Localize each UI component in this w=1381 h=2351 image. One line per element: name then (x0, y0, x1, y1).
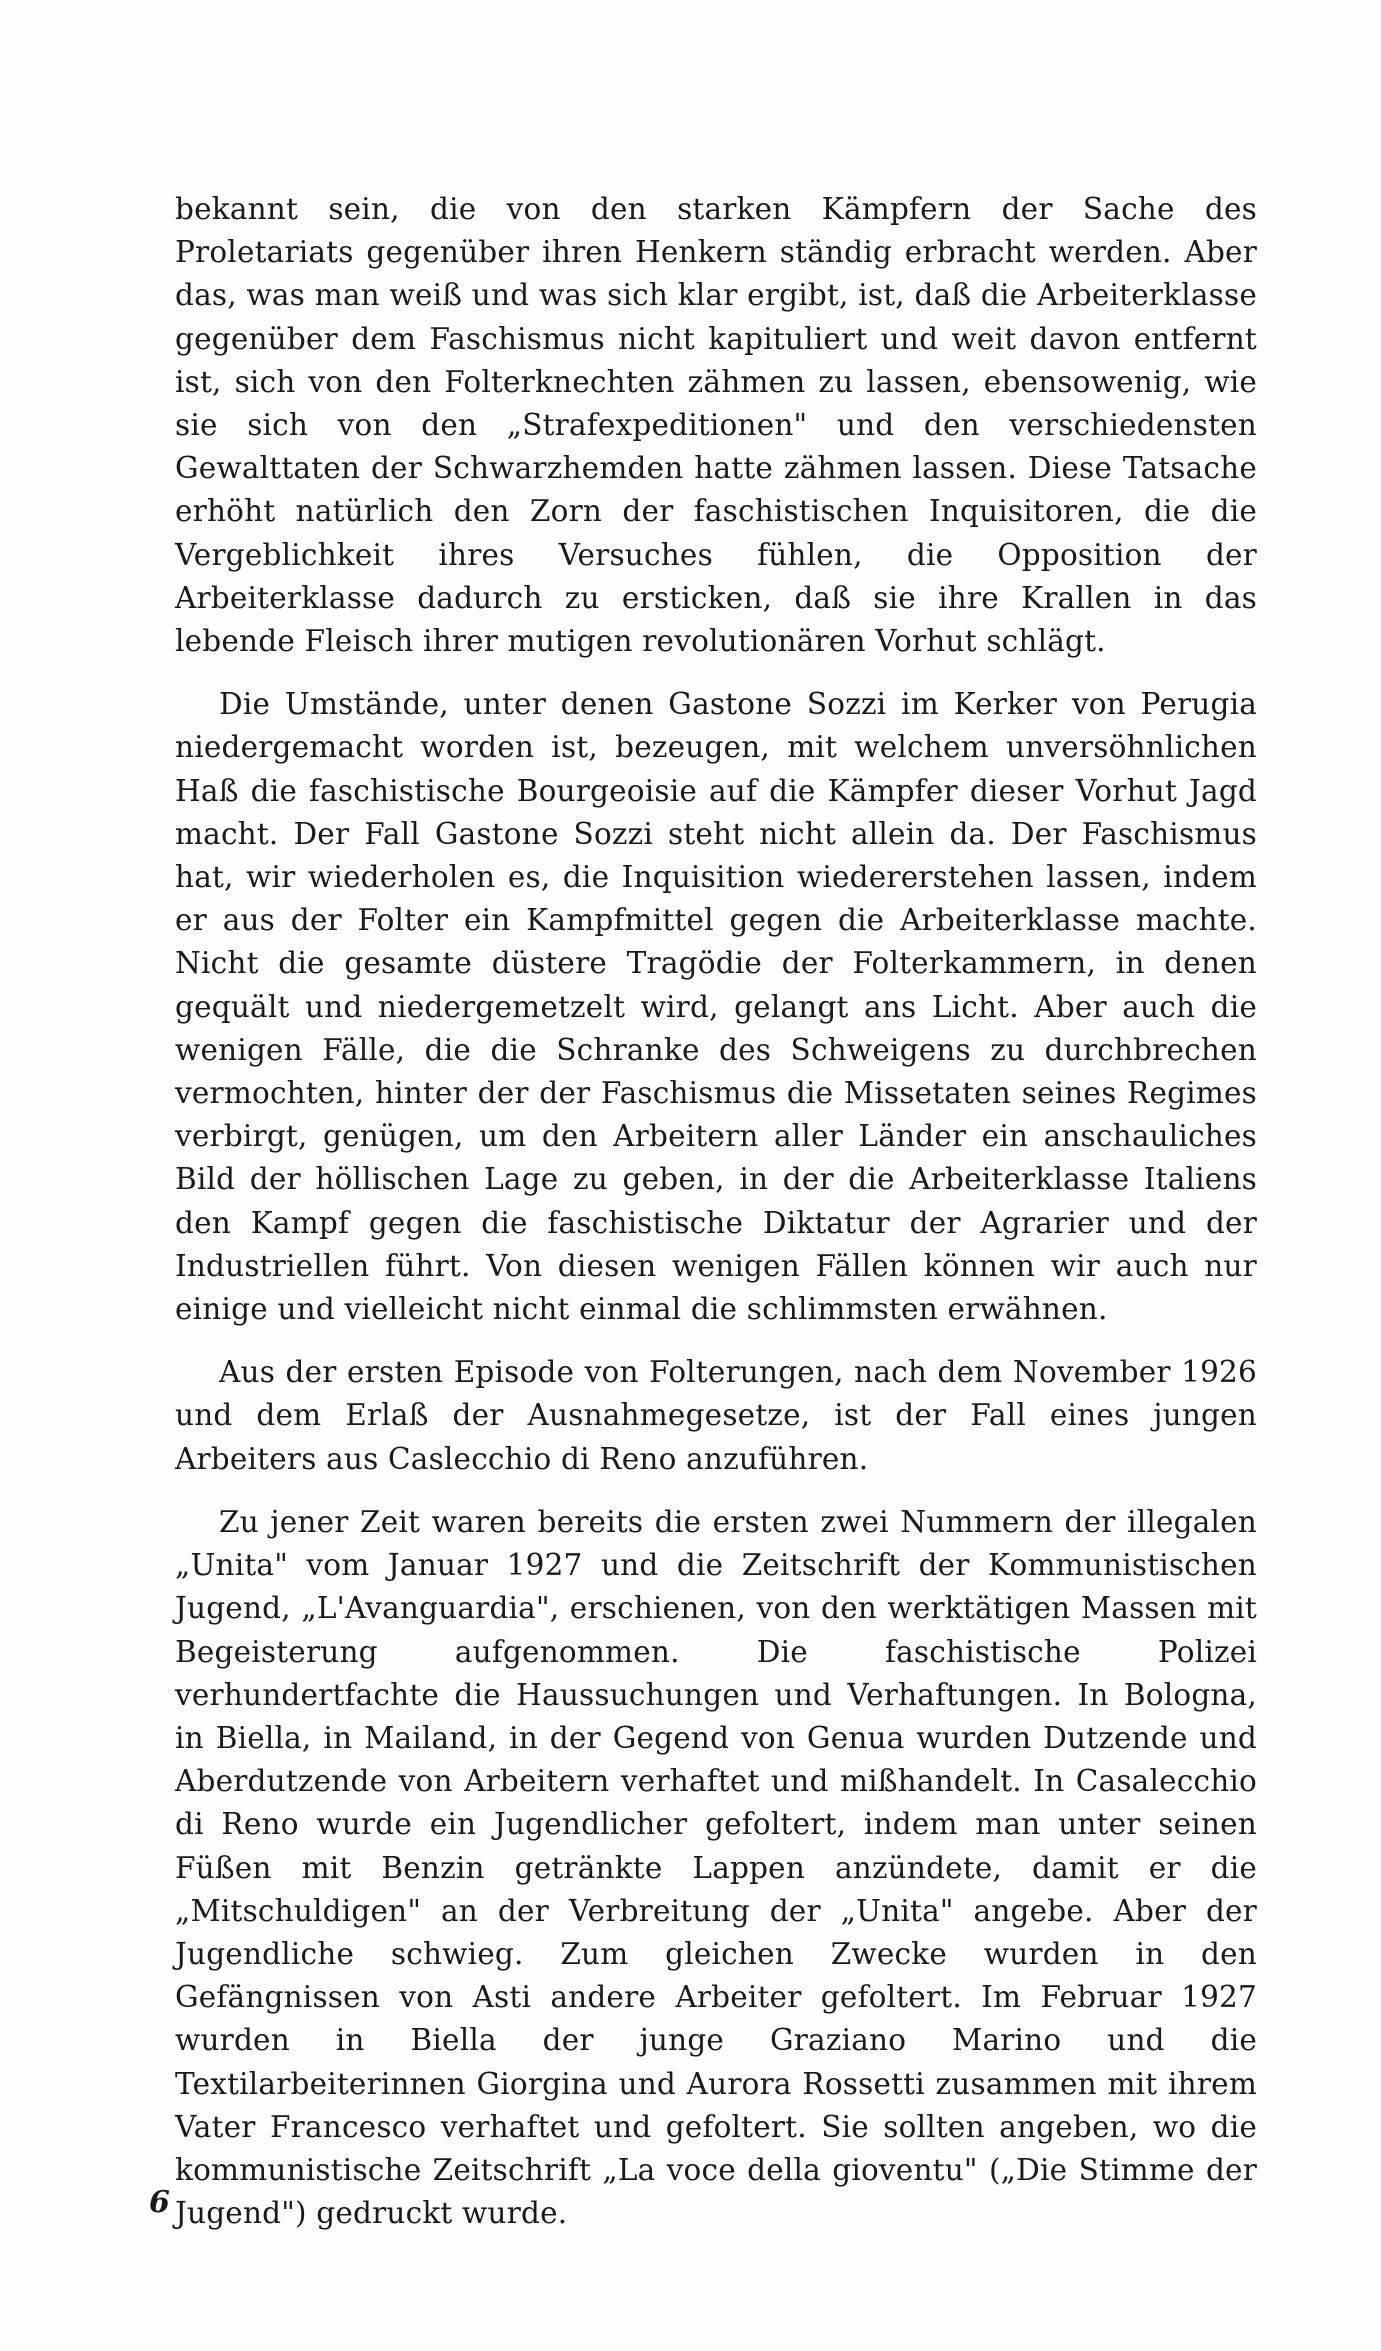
page-number: 6 (149, 2185, 170, 2220)
paragraph-unita: Zu jener Zeit waren bereits die ersten zwei Nummern der illegalen „Unita" vom Januar 1927 und die Zeitschrift der Kommunistischen Jugend, „L'Avanguardia", erschienen, von den werktätigen Massen mit Begeisterung aufgenommen. Die faschistische Polizei verhundertfachte die Haussuchungen und Verhaftungen. In Bologna, in Biella, in Mailand, in der Gegend von Genua wurden Dutzende und Aberdutzende von Arbeitern verhaftet und mißhandelt. In Casalecchio di Reno wurde ein Jugendlicher gefoltert, indem man unter seinen Füßen mit Benzin getränkte Lappen anzündete, damit er die „Mitschuldigen" an der Verbreitung der „Unita" angebe. Aber der Jugendliche schwieg. Zum gleichen Zwecke wurden in den Gefängnissen von Asti andere Arbeiter gefoltert. Im Februar 1927 wurden in Biella der junge Graziano Marino und die Textilarbeiterinnen Giorgina und Aurora Rossetti zusammen mit ihrem Vater Francesco verhaftet und gefoltert. Sie sollten angeben, wo die kommunistische Zeitschrift „La voce della gioventu" („Die Stimme der Jugend") gedruckt wurde. (175, 1504, 1257, 2231)
paragraph-first-episode: Aus der ersten Episode von Folterungen, nach dem November 1926 und dem Erlaß der Ausnahmegesetze, ist der Fall eines jungen Arbeiters aus Caslecchio di Reno anzuführen. (175, 1355, 1257, 1476)
paragraph-sozzi: Die Umstände, unter denen Gastone Sozzi im Kerker von Perugia niedergemacht worden ist, bezeugen, mit welchem unversöhnlichen Haß die faschistische Bourgeoisie auf die Kämpfer dieser Vorhut Jagd macht. Der Fall Gastone Sozzi steht nicht allein da. Der Faschismus hat, wir wiederholen es, die Inquisition wiedererstehen lassen, indem er aus der Folter ein Kampfmittel gegen die Arbeiterklasse machte. Nicht die gesamte düstere Tragödie der Folterkammern, in denen gequält und niedergemetzelt wird, gelangt ans Licht. Aber auch die wenigen Fälle, die die Schranke des Schweigens zu durchbrechen vermochten, hinter der der Faschismus die Missetaten seines Regimes verbirgt, genügen, um den Arbeitern aller Länder ein anschauliches Bild der höllischen Lage zu geben, in der die Arbeiterklasse Italiens den Kampf gegen die faschistische Diktatur der Agrarier und der Industriellen führt. Von diesen wenigen Fällen können wir auch nur einige und vielleicht nicht einmal die schlimmsten erwähnen. (175, 687, 1257, 1327)
body-text (175, 188, 1257, 2235)
paragraph-continued: bekannt sein, die von den starken Kämpfern der Sache des Proletariats gegenüber ihren Henkern ständig erbracht werden. Aber das, was man weiß und was sich klar ergibt, ist, daß die Arbeiterklasse gegenüber dem Faschismus nicht kapituliert und weit davon entfernt ist, sich von den Folterknechten zähmen zu lassen, ebensowenig, wie sie sich von den „Strafexpeditionen" und den verschiedensten Gewalttaten der Schwarzhemden hatte zähmen lassen. Diese Tatsache erhöht natürlich den Zorn der faschistischen Inquisitoren, die die Vergeblichkeit ihres Versuches fühlen, die Opposition der Arbeiterklasse dadurch zu ersticken, daß sie ihre Krallen in das lebende Fleisch ihrer mutigen revolutionären Vorhut schlägt. (175, 192, 1257, 659)
